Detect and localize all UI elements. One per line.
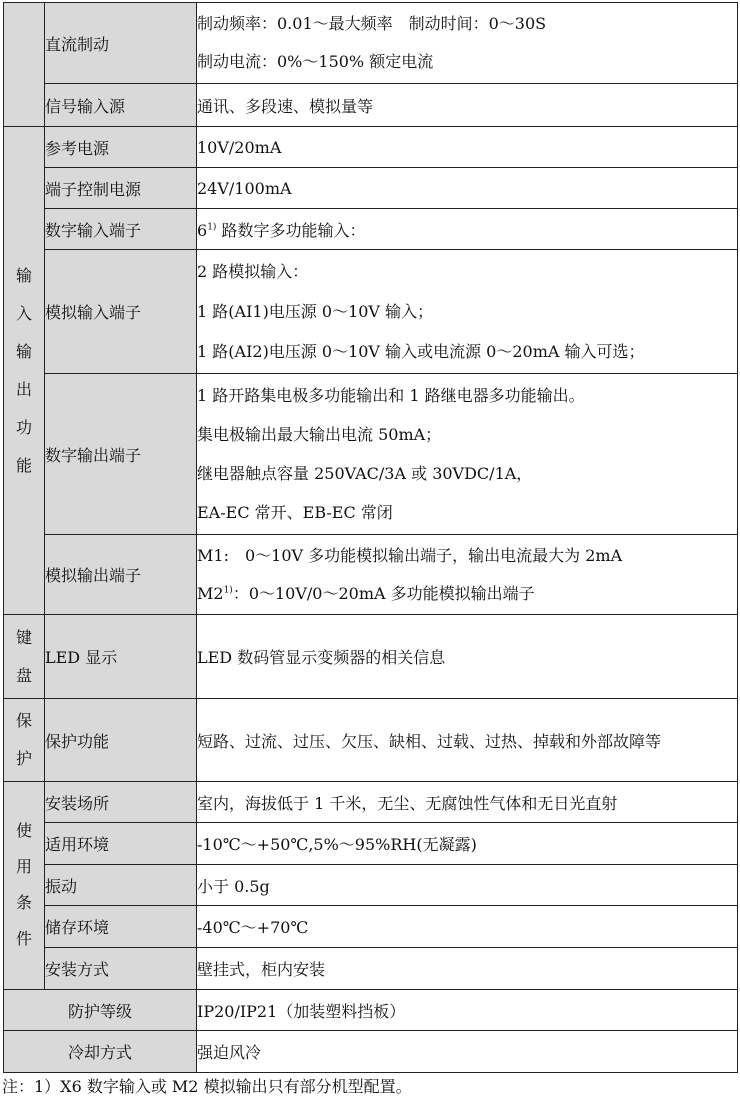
row-value-dc-brake	[197, 3, 738, 84]
category-char: 盘	[15, 665, 32, 685]
table-row	[4, 374, 738, 535]
value-line: EA-EC 常开、EB-EC 常闭	[197, 503, 393, 522]
row-value-digital-output	[197, 374, 738, 535]
value-line: 制动频率：0.01～最大频率 制动时间：0～30S	[197, 14, 547, 33]
value-line: 制动电流：0%～150% 额定电流	[197, 52, 434, 71]
category-char: 条	[15, 893, 32, 912]
row-label-digital-output: 数字输出端子	[45, 374, 197, 535]
row-label-install-method: 安装方式	[45, 948, 197, 990]
value-line: 继电器触点容量 250VAC/3A 或 30VDC/1A，	[197, 464, 533, 483]
category-char: 输	[15, 265, 32, 285]
value-line: 1 路(AI1)电压源 0～10V 输入；	[197, 301, 434, 321]
category-char: 用	[15, 857, 32, 876]
table-row	[4, 699, 738, 782]
table-row	[4, 823, 738, 865]
footnote: 注：1）X6 数字输入或 M2 模拟输出只有部分机型配置。	[2, 1077, 412, 1096]
category-char: 能	[15, 455, 32, 475]
table-row	[4, 948, 738, 990]
row-value-vibration: 小于 0.5g	[197, 865, 738, 906]
table-row	[4, 1031, 738, 1073]
value-line: 1 路开路集电极多功能输出和 1 路继电器多功能输出。	[197, 386, 585, 405]
value-text: M2	[197, 583, 224, 603]
row-value-analog-output	[197, 535, 738, 615]
table-row	[4, 3, 738, 84]
category-char: 功	[15, 417, 32, 437]
row-value-terminal-power: 24V/100mA	[197, 168, 738, 209]
category-char: 键	[15, 627, 32, 647]
table-row	[4, 209, 738, 250]
row-value-analog-input	[197, 250, 738, 374]
category-char: 入	[15, 303, 32, 323]
row-value-environment: -10℃～+50℃,5%～95%RH(无凝露)	[197, 823, 738, 865]
row-value-cooling: 强迫风冷	[197, 1031, 738, 1073]
value-text: 6	[197, 220, 208, 240]
footnote-marker: 1)	[207, 222, 217, 233]
row-label-analog-output: 模拟输出端子	[45, 535, 197, 615]
category-char: 保	[15, 711, 32, 730]
value-line	[197, 575, 737, 613]
category-char: 出	[15, 379, 32, 399]
category-char: 输	[15, 341, 32, 361]
row-value-protection-grade: IP20/IP21（加装塑料挡板）	[197, 990, 738, 1031]
table-row	[4, 168, 738, 209]
row-value-signal-source: 通讯、多段速、模拟量等	[197, 84, 738, 127]
row-value-install-method: 壁挂式，柜内安装	[197, 948, 738, 990]
category-char: 件	[15, 929, 32, 948]
table-row	[4, 250, 738, 374]
row-label-storage: 储存环境	[45, 906, 197, 948]
value-text: 路数字多功能输入：	[216, 220, 366, 240]
row-label-install-place: 安装场所	[45, 782, 197, 823]
row-label-environment: 适用环境	[45, 823, 197, 865]
row-label-signal-source: 信号输入源	[45, 84, 197, 127]
row-label-analog-input: 模拟输入端子	[45, 250, 197, 374]
table-row	[4, 906, 738, 948]
table-row	[4, 990, 738, 1031]
value-line: 集电极输出最大输出电流 50mA；	[197, 425, 442, 444]
row-label-vibration: 振动	[45, 865, 197, 906]
row-value-ref-power: 10V/20mA	[197, 127, 738, 168]
row-label-protection-grade: 防护等级	[4, 990, 197, 1031]
category-cell-blank	[4, 3, 45, 127]
spec-table	[3, 2, 738, 1073]
table-row	[4, 782, 738, 823]
value-line: M1: 0～10V 多功能模拟输出端子，输出电流最大为 2mA	[197, 545, 623, 565]
table-row	[4, 84, 738, 127]
category-cell-io	[4, 127, 45, 615]
row-label-cooling: 冷却方式	[4, 1031, 197, 1073]
row-label-protection: 保护功能	[45, 699, 197, 782]
footnote-marker: 1)	[223, 585, 233, 596]
value-text: ：0～10V/0～20mA 多功能模拟输出端子	[232, 583, 535, 603]
row-label-terminal-power: 端子控制电源	[45, 168, 197, 209]
table-row	[4, 535, 738, 615]
table-row	[4, 615, 738, 699]
row-value-digital-input	[197, 209, 738, 250]
row-value-led-display: LED 数码管显示变频器的相关信息	[197, 615, 738, 699]
category-cell-usage	[4, 782, 45, 990]
row-value-install-place: 室内，海拔低于 1 千米，无尘、无腐蚀性气体和无日光直射	[197, 782, 738, 823]
category-char: 使	[15, 821, 32, 840]
category-char: 护	[15, 749, 32, 768]
value-line: 1 路(AI2)电压源 0～10V 输入或电流源 0～20mA 输入可选；	[197, 341, 645, 361]
row-value-storage: -40℃～+70℃	[197, 906, 738, 948]
row-label-dc-brake: 直流制动	[45, 3, 197, 84]
table-row	[4, 865, 738, 906]
table-row	[4, 127, 738, 168]
row-label-ref-power: 参考电源	[45, 127, 197, 168]
row-value-protection: 短路、过流、过压、欠压、缺相、过载、过热、掉载和外部故障等	[197, 699, 738, 782]
value-line: 2 路模拟输入：	[197, 261, 309, 281]
row-label-led-display: LED 显示	[45, 615, 197, 699]
row-label-digital-input: 数字输入端子	[45, 209, 197, 250]
category-cell-keyboard	[4, 615, 45, 699]
category-cell-protect	[4, 699, 45, 782]
